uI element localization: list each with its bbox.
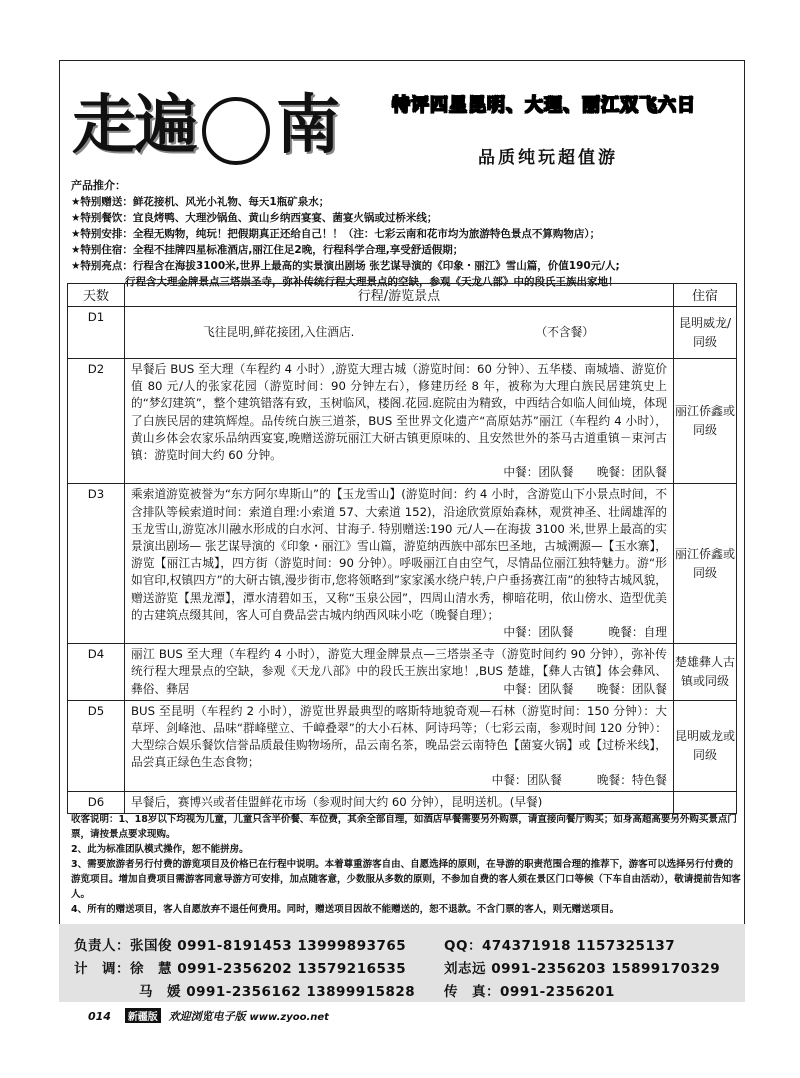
table-row <box>68 791 737 813</box>
route-cell <box>125 307 674 359</box>
table-row <box>68 644 737 701</box>
hotel-cell: 昆明威龙或同级 <box>674 700 737 791</box>
contact-fax: 传 真：0991-2356201 <box>444 984 615 1000</box>
route-text: 乘索道游览被誉为“东方阿尔卑斯山”的【玉龙雪山】(游览时间：约 4 小时，含游览山下小景点时间，不含排队等候索道时间：索道自理:小索道 57、大索道 152)，沿途欣赏原始森林，观赏神圣、壮阔雄浑的玉龙雪山,游览冰川融水形成的白水河、甘海子. 特别赠送:190 元/人—在海拔 3100 米,世界上最高的实景演出剧场— 张艺谋导演的《印象・丽江》雪山篇，游览纳西族中部东巴圣地，古城溯源—【玉水寨】，游览【丽江古城】，四方街（游览时间：90 分钟）。呼吸丽江自由空气，尽情品位丽江独特魅力。游“形如官印,权镇四方”的大研古镇,漫步街市,您将领略到”家家溪水绕户转,户户垂扬赛江南”的独特古城风貌，赠送游览【黑龙潭】，潭水清碧如玉，又称“玉泉公园”，四周山清水秀，柳暗花明，依山傍水、造型优美的古建筑点缀其间，客人可自费品尝古城内纳西风味小吃（晚餐自理）； <box>131 487 667 622</box>
day-cell: D6 <box>68 791 125 813</box>
route-text: BUS 至昆明（车程约 2 小时），游览世界最典型的喀斯特地貌奇观—石林（游览时间：150 分钟）：大草坪、剑峰池、品味“群峰壁立、千嶂叠翠”的大小石林、阿诗玛等；（七彩云南，参观时间 120 分钟）：大型综合娱乐餐饮信誉品质最佳购物场所，品云南名茶，晚品尝云南特色【菌宴火锅】或【过桥米线】，品尝真正绿色生态食物； <box>131 703 667 770</box>
col-header-day: 天数 <box>68 284 125 307</box>
day-cell: D2 <box>68 359 125 484</box>
route-text: 飞往昆明,鲜花接团,入住酒店. （不含餐） <box>203 324 594 339</box>
booking-notes <box>71 812 741 917</box>
logo-text-1: 走遍 <box>72 88 196 163</box>
route-text: 早餐后 BUS 至大理（车程约 4 小时）,游览大理古城（游览时间：60 分钟）、五华楼、南城墙、游览价值 80 元/人的张家花园（游览时间：90 分钟左右），修建历经 8 年，被称为大理白族民居建筑史上的“梦幻建筑”，整个建筑错落有致，玉树临风，楼阁.花园.庭院由为精致，中西结合如临人间仙境，体现了白族民居的建筑辉煌。品传统白族三道茶，BUS 至世界文化遗产“高原姑苏”丽江（车程约 4 小时），黄山乡体会农家乐品纳西宴宴,晚赠送游玩丽江大研古镇更原味的、且安然世外的茶马古道重镇－束河古镇：游览时间大约 60 分钟。 <box>131 362 667 463</box>
itinerary-table <box>67 283 737 814</box>
intro-line: ★特别餐饮：宜良烤鸭、大理沙锅鱼、黄山乡纳西宴宴、菌宴火锅或过桥米线； <box>71 212 438 224</box>
day-cell: D5 <box>68 700 125 791</box>
intro-line: ★特别亮点：行程含在海拔3100米,世界上最高的实景演出剧场 张艺谋导演的《印象・丽江》雪山篇，价值190元/人; <box>71 260 620 272</box>
route-cell <box>125 700 674 791</box>
note-item: 4、所有的赠送项目，客人自愿放弃不退任何费用。同时，赠送项目因故不能赠送的，恕不退款。不含门票的客人，则无赠送项目。 <box>71 904 620 915</box>
subheadline: 品质纯玩超值游 <box>478 148 618 168</box>
intro-title: 产品推介： <box>71 179 126 192</box>
day-cell: D3 <box>68 484 125 644</box>
contact-qq: QQ：474371918 1157325137 <box>444 938 676 954</box>
intro-line: ★特别赠送：鲜花接机、风光小礼物、每天1瓶矿泉水； <box>71 196 330 208</box>
table-header-row <box>68 284 737 307</box>
edition-badge: 新疆版 <box>125 1008 161 1023</box>
meal-info: 中餐：团队餐 晚餐：自理 <box>503 625 667 640</box>
note-item: 收客说明：1、18岁以下均视为儿童，儿童只含半价餐、车位费，其余全部自理，如酒店早餐需要另外购票，请直接向餐厅购买；如身高超高要另外购买景点门票，请按景点要求现购。 <box>71 814 737 840</box>
page-footer <box>88 1008 329 1024</box>
hotel-cell: 丽江侨鑫或同级 <box>674 484 737 644</box>
intro-line: 行程含大理金牌景点三塔崇圣寺，弥补传统行程大理景点的空缺，参观《天龙八部》中的段氏王族出家地！ <box>125 276 619 288</box>
col-header-hotel: 住宿 <box>674 284 737 307</box>
meal-info: 中餐：团队餐 晚餐：特色餐 <box>491 772 667 787</box>
table-row <box>68 484 737 644</box>
note-item: 2、此为标准团队模式操作，恕不能拼房。 <box>71 844 249 855</box>
note-item: 3、需要旅游者另行付费的游览项目及价格已在行程中说明。本着尊重游客自由、自愿选择的原则，在导游的职责范围合理的推荐下，游客可以选择另行付费的游览项目。增加自费项目需游客同意导游方可安排，加点随客意，少数服从多数的原则，不参加自费的客人须在景区门口等候（下车自由活动），敬请提前告知客人。 <box>71 859 741 900</box>
product-intro <box>71 178 736 290</box>
route-cell: 早餐后，赛博兴或者佳盟鲜花市场（参观时间大约 60 分钟），昆明送机。(早餐) <box>125 791 674 813</box>
contact-manager: 负责人：张国俊 0991-8191453 13999893765 <box>74 938 407 954</box>
table-row <box>68 700 737 791</box>
hotel-cell: 楚雄彝人古镇或同级 <box>674 644 737 701</box>
contact-planner-3: 马 媛 0991-2356162 13899915828 <box>139 984 416 1000</box>
meal-info: 中餐：团队餐 晚餐：团队餐 <box>503 681 667 696</box>
day-cell: D4 <box>68 644 125 701</box>
headline: 特评四星昆明、大理、丽江双飞六日 <box>392 95 696 116</box>
cloud-icon <box>202 97 270 165</box>
hotel-cell <box>674 791 737 813</box>
page-number: 014 <box>88 1010 111 1023</box>
col-header-route: 行程/游览景点 <box>125 284 674 307</box>
footer-text: 欢迎浏览电子版 <box>168 1010 246 1023</box>
route-cell <box>125 359 674 484</box>
contact-planner-2: 刘志远 0991-2356203 15899170329 <box>444 961 721 977</box>
intro-line: ★特别住宿：全程不挂牌四星标准酒店,丽江住足2晚，行程科学合理,享受舒适假期； <box>71 244 464 256</box>
day-cell: D1 <box>68 307 125 359</box>
route-text: 丽江 BUS 至大理（车程约 4 小时），游览大理金牌景点—三塔崇圣寺（游览时间约 90 分钟），弥补传统行程大理景点的空缺，参观《天龙八部》中的段氏王族出家地！,BUS 楚雄，【彝人古镇】体会彝风、彝俗、彝居 <box>131 647 667 696</box>
footer-url[interactable]: www.zyoo.net <box>249 1012 329 1023</box>
logo-text-2: 南 <box>276 88 338 163</box>
meal-info: 中餐：团队餐 晚餐：团队餐 <box>503 465 667 480</box>
table-row <box>68 359 737 484</box>
route-cell <box>125 484 674 644</box>
contact-planner-1: 计 调：徐 慧 0991-2356202 13579216535 <box>74 961 407 977</box>
brand-logo <box>72 74 338 166</box>
hotel-cell: 丽江侨鑫或同级 <box>674 359 737 484</box>
intro-line: ★特别安排：全程无购物，纯玩！把假期真正还给自己！！（注：七彩云南和花市均为旅游特色景点不算购物店）； <box>71 228 601 240</box>
hotel-cell: 昆明威龙/同级 <box>674 307 737 359</box>
route-cell <box>125 644 674 701</box>
table-row <box>68 307 737 359</box>
